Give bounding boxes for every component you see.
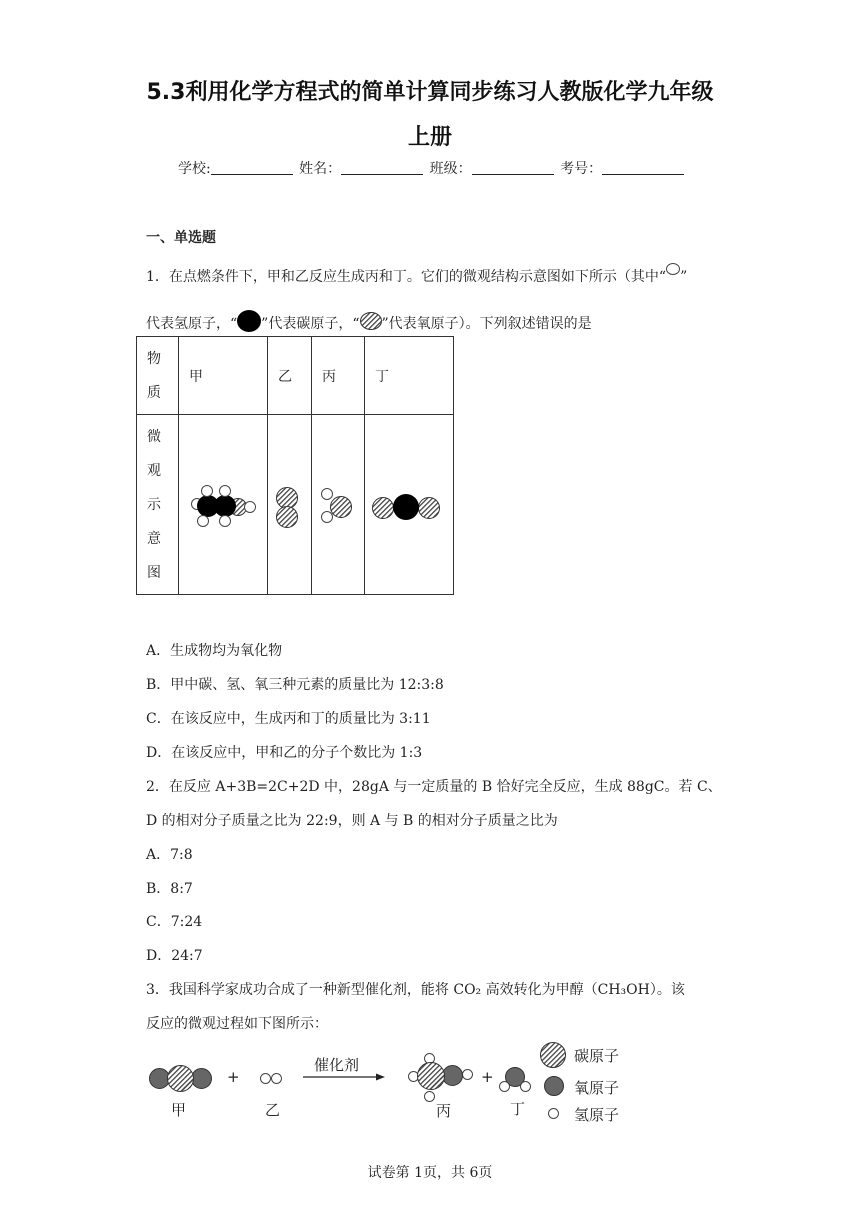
carbon-atom-icon	[237, 310, 261, 332]
diagram-label-jia: 甲	[171, 1101, 187, 1119]
school-blank[interactable]	[211, 160, 293, 175]
q2-option-a[interactable]: A．7:8	[146, 847, 193, 863]
q2-option-d[interactable]: D．24:7	[146, 948, 203, 964]
legend-hydrogen-icon	[548, 1108, 559, 1119]
hydrogen-atom-icon	[666, 263, 680, 275]
q1-line-2	[146, 310, 592, 333]
diagram-label-ding: 丁	[510, 1100, 526, 1118]
q1-text-d: ”代表碳原子，“	[261, 316, 360, 332]
q2-option-c[interactable]: C．7:24	[146, 914, 203, 930]
table-head-substance: 物 质	[137, 337, 179, 415]
substance-yi: 乙	[268, 337, 312, 415]
substance-ding: 丁	[365, 337, 454, 415]
legend-carbon-label: 碳原子	[574, 1047, 620, 1065]
legend-carbon-icon	[540, 1042, 566, 1068]
q1-line-1	[146, 263, 687, 286]
page-footer: 试卷第 1页，共 6页	[367, 1165, 493, 1181]
plus-sign-1: +	[227, 1068, 240, 1086]
q1-text-e: ”代表氧原子）。下列叙述错误的是	[381, 316, 592, 332]
q2-line-2: D 的相对分子质量之比为 22:9，则 A 与 B 的相对分子质量之比为	[146, 813, 558, 829]
substance-jia: 甲	[179, 337, 268, 415]
q2-option-b[interactable]: B．8:7	[146, 881, 193, 897]
q1-text-b: ”	[680, 269, 688, 285]
title-line-1: 5.3利用化学方程式的简单计算同步练习人教版化学九年级	[146, 80, 714, 105]
q1-text-c: 代表氢原子，“	[146, 316, 238, 332]
diagram-label-bing: 丙	[436, 1102, 452, 1120]
section-heading: 一、单选题	[146, 230, 216, 246]
student-info-row	[178, 158, 686, 178]
exam-no-blank[interactable]	[602, 160, 684, 175]
substance-bing: 丙	[312, 337, 365, 415]
diagram-label-yi: 乙	[265, 1101, 281, 1119]
catalyst-label: 催化剂	[314, 1056, 360, 1074]
plus-sign-2: +	[481, 1068, 494, 1086]
legend-hydrogen-label: 氢原子	[574, 1106, 620, 1124]
q2-line-1: 2．在反应 A+3B=2C+2D 中，28gA 与一定质量的 B 恰好完全反应，生成 88gC。若 C、	[146, 779, 722, 795]
legend-oxygen-icon	[544, 1076, 564, 1096]
class-label: 班级：	[429, 161, 472, 177]
exam-no-label: 考号：	[560, 161, 603, 177]
q1-text-a: 1．在点燃条件下，甲和乙反应生成丙和丁。它们的微观结构示意图如下所示（其中“	[146, 269, 667, 285]
legend-oxygen-label: 氧原子	[574, 1079, 620, 1097]
school-label: 学校:	[178, 161, 211, 177]
class-blank[interactable]	[472, 160, 554, 175]
name-label: 姓名：	[299, 161, 342, 177]
table-head-diagram: 微 观 示 意 图	[137, 415, 179, 595]
q1-option-b[interactable]: B．甲中碳、氢、氧三种元素的质量比为 12:3:8	[146, 677, 444, 693]
q3-line-1: 3．我国科学家成功合成了一种新型催化剂，能将 CO₂ 高效转化为甲醇（CH₃OH）。该	[146, 982, 685, 998]
reaction-arrow-icon	[303, 1072, 385, 1082]
q1-option-a[interactable]: A．生成物均为氧化物	[146, 643, 283, 659]
name-blank[interactable]	[341, 160, 423, 175]
table-row-substance	[137, 337, 454, 415]
q1-option-d[interactable]: D．在该反应中，甲和乙的分子个数比为 1:3	[146, 745, 423, 761]
substance-table	[136, 336, 454, 595]
q1-option-c[interactable]: C．在该反应中，生成丙和丁的质量比为 3:11	[146, 711, 431, 727]
title-line-2: 上册	[407, 125, 452, 150]
q3-line-2: 反应的微观过程如下图所示：	[146, 1016, 328, 1032]
oxygen-atom-icon	[360, 312, 382, 330]
